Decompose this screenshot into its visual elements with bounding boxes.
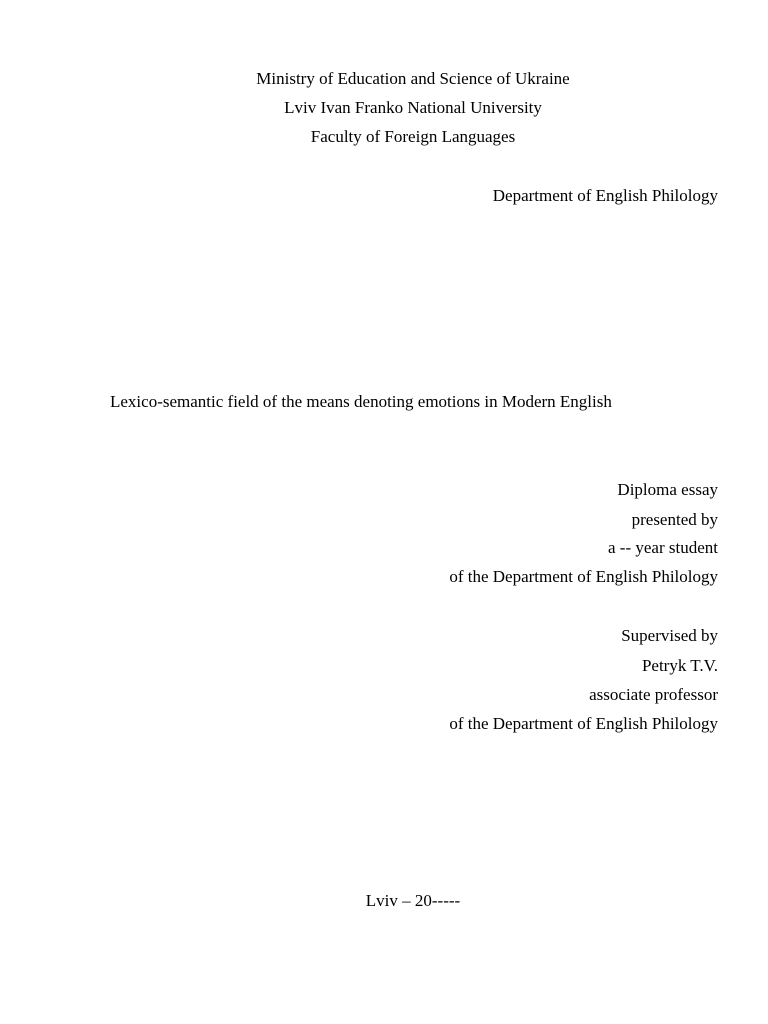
student-department: of the Department of English Philology <box>449 567 718 586</box>
university-heading: Lviv Ivan Franko National University <box>284 98 542 117</box>
essay-type: Diploma essay <box>617 480 718 499</box>
place-year: Lviv – 20----- <box>365 891 461 910</box>
department-heading: Department of English Philology <box>492 186 718 205</box>
essay-title: Lexico-semantic field of the means denoting emotions in Modern English <box>110 392 612 411</box>
supervised-by: Supervised by <box>621 626 718 645</box>
ministry-heading: Ministry of Education and Science of Ukraine <box>256 69 570 88</box>
faculty-heading: Faculty of Foreign Languages <box>310 127 516 146</box>
supervisor-title: associate professor <box>589 685 718 704</box>
presented-by: presented by <box>631 510 718 529</box>
student-year: a -- year student <box>608 538 718 557</box>
supervisor-department: of the Department of English Philology <box>449 714 718 733</box>
supervisor-name: Petryk T.V. <box>641 656 718 675</box>
